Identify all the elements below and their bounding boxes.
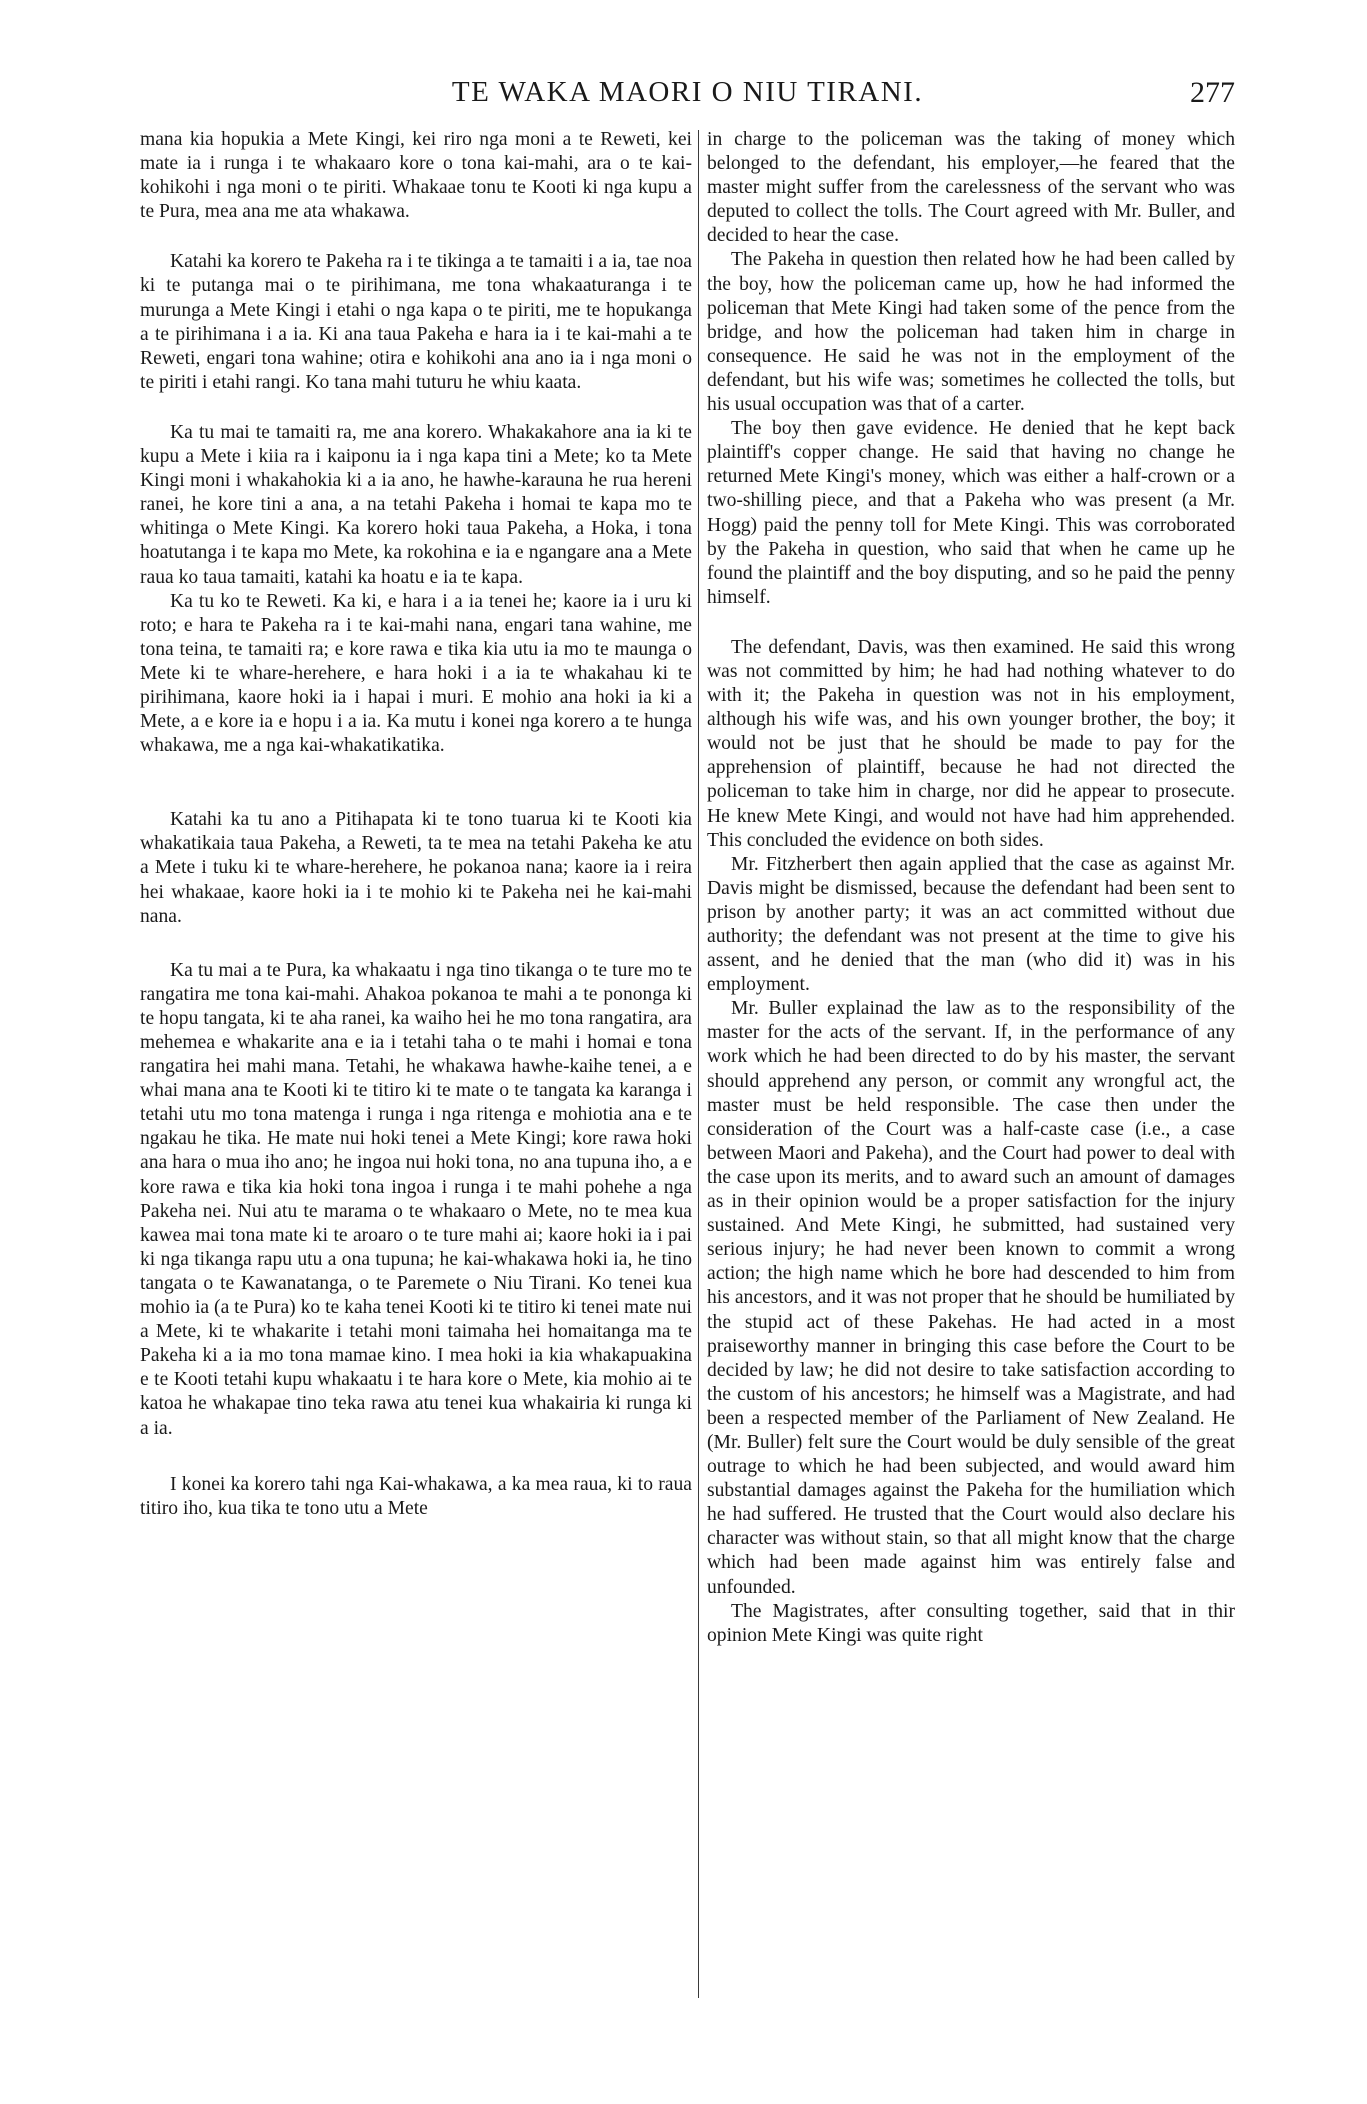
english-text-column xyxy=(707,128,1235,1648)
maori-paragraph: mana kia hopukia a Mete Kingi, kei riro nga moni a te Reweti, kei mate ia i runga i te whakaaro kore o tona kai-mahi, ara o te kai-kohikohi i nga moni o te piriti. Whakaae tonu te Kooti ki nga kupu a te Pura, mea ana me ata whakawa. xyxy=(140,129,692,223)
column-divider xyxy=(698,130,699,1998)
page-header xyxy=(140,76,1235,116)
english-paragraph: The boy then gave evidence. He denied that he kept back plaintiff's copper change. He said that having no change he returned Mete Kingi's money, which was either a half-crown or a two-shilling piece, and that a Pakeha who was present (a Mr. Hogg) paid the penny toll for Mete Kingi. This was corroborated by the Pakeha in question, who said that when he came up he found the plaintiff and the boy disputing, and so he paid the penny himself. xyxy=(707,418,1235,608)
english-paragraph: Mr. Fitzherbert then again applied that the case as against Mr. Davis might be dismissed, because the defendant had been sent to prison by another party; it was an act committed without due authority; the defendant was not present at the time to give his assent, and he denied that the man (who did it) was in his employment. xyxy=(707,853,1235,996)
english-paragraph: Mr. Buller explainad the law as to the responsibility of the master for the acts of the servant. If, in the performance of any work which he had been directed to do by his master, the servant should apprehend any person, or commit any wrongful act, the master must be held responsible. The case then under the consideration of the Court was a half-caste case (i.e., a case between Maori and Pakeha), and the Court had power to deal with the case upon its merits, and to award such an amount of damages as in their opinion would be a proper satisfaction for the injury sustained. And Mete Kingi, he submitted, had sustained very serious injury; he had never been known to commit a wrong action; the high name which he bore had descended to him from his ancestors, and it was not proper that he should be humiliated by the stupid act of these Pakehas. He had acted in a most praiseworthy manner in bringing this case before the Court to be decided by law; he did not desire to take satisfaction according to the custom of his ancestors; he himself was a Magistrate, and had been a respected member of the Parliament of New Zealand. He (Mr. Buller) felt sure the Court would be duly sensible of the great outrage to which he had been subjected, and would award him substantial damages against the Pakeha for the humiliation which he had suffered. He trusted that the Court would also declare his character was without stain, so that all might know that the charge which had been made against him was entirely false and unfounded. xyxy=(707,998,1235,1598)
maori-paragraph: Ka tu mai te tamaiti ra, me ana korero. Whakakahore ana ia ki te kupu a Mete i kiia ra i kaiponu ia i nga kapa tini a Mete; ko ta Mete Kingi moni i whakahokia ki a ia ano, he hawhe-karauna he rua hereni ranei, he kore tini a ana, a na tetahi Pakeha i homai te kapa mo te whitinga o Mete Kingi. Ka korero hoki taua Pakeha, a Hoka, i tona hoatutanga i te kapa mo Mete, ka rokohina e ia e ngangare ana a Mete raua ko taua tamaiti, katahi ka hoatu e ia te kapa. xyxy=(140,421,692,588)
english-paragraph: in charge to the policeman was the taking of money which belonged to the defendant, his employer,—he feared that the master might suffer from the carelessness of the servant who was deputed to collect the tolls. The Court agreed with Mr. Buller, and decided to hear the case. xyxy=(707,129,1235,247)
english-paragraph: The Pakeha in question then related how he had been called by the boy, how the policeman came up, how he had informed the policeman that Mete Kingi had taken some of the pence from the bridge, and how the policeman had taken him in charge in consequence. He said he was not in the employment of the defendant, but his wife was; sometimes he collected the tolls, but his usual occupation was that of a carter. xyxy=(707,249,1235,416)
maori-paragraph: Katahi ka tu ano a Pitihapata ki te tono tuarua ki te Kooti kia whakatikaia taua Pakeha, a Reweti, ta te mea na tetahi Pakeha ke atu a Mete i tuku ki te whare-herehere, he pokanoa nana; kaore ia i reira hei whakaae, kaore hoki ia i te mohio ki te Pakeha nei he kai-mahi nana. xyxy=(140,809,692,927)
english-paragraph: The defendant, Davis, was then examined. He said this wrong was not committed by him; he had had nothing whatever to do with it; the Pakeha in question was not in his employment, although his wife was, and his own younger brother, the boy; it would not be just that he should be made to pay for the apprehension of plaintiff, because he had not directed the policeman to take him in charge, nor did he appear to prosecute. He knew Mete Kingi, and would not have had him apprehended. This concluded the evidence on both sides. xyxy=(707,636,1235,851)
page-number: 277 xyxy=(1190,76,1235,109)
english-paragraph: The Magistrates, after consulting together, said that in thir opinion Mete Kingi was quite right xyxy=(707,1600,1235,1646)
maori-text-column xyxy=(140,128,692,1521)
maori-paragraph: I konei ka korero tahi nga Kai-whakawa, a ka mea raua, ki to raua titiro iho, kua tika te tono utu a Mete xyxy=(140,1473,692,1519)
maori-paragraph: Ka tu ko te Reweti. Ka ki, e hara i a ia tenei he; kaore ia i uru ki roto; e hara te Pakeha ra i te kai-mahi nana, engari tana wahine, me tona teina, te tamaiti ra; e kore rawa e tika kia utu ia mo te maunga o Mete ki te whare-herehere, e hara hoki i a ia te whakahau ki te pirihimana, kaore hoki ia i hapai i muri. E mohio ana hoki ia ki a Mete, a e kore ia e hopu i a ia. Ka mutu i konei nga korero a te hunga whakawa, me a nga kai-whakatikatika. xyxy=(140,590,692,757)
running-title: TE WAKA MAORI O NIU TIRANI. xyxy=(451,76,924,108)
maori-paragraph: Ka tu mai a te Pura, ka whakaatu i nga tino tikanga o te ture mo te rangatira me tona kai-mahi. Ahakoa pokanoa te mahi a te pononga ki te hopu tangata, ki te aha ranei, ka waiho hei he mo tona rangatira, ara mehemea e whakarite ana e ia i tetahi taha o te mahi i homai e tona rangatira hei mahi mana. Tetahi, he whakawa hawhe-kaihe tenei, a e whai mana ana te Kooti ki te titiro ki te mate o te tangata ka karanga i tetahi utu mo tona matenga i runga i nga ritenga e mohiotia ana e te ngakau he tika. He mate nui hoki tenei a Mete Kingi; kore rawa hoki ana hara o mua iho ano; he ingoa nui hoki tona, no ana tupuna iho, a e kore rawa e tika kia hoki tona ingoa i runga i te mahi pohehe a nga Pakeha nei. Nui atu te marama o te whakaaro o Mete, no te mea kua kawea mai tona mate ki te aroaro o te ture mahi ai; kaore hoki ia i pai ki nga tikanga rapu utu a ona tupuna; he kai-whakawa hoki ia, he tino tangata o te Kawanatanga, o te Paremete o Niu Tirani. Ko tenei kua mohio ia (a te Pura) ko te kaha tenei Kooti ki te titiro ki tenei mate nui a Mete, ki te whakarite i tetahi moni taimaha hei homaitanga ma te Pakeha ki a ia mo tona mamae kino. I mea hoki ia kia whakapuakina e te Kooti tetahi kupu whakaatu i te hara kore o Mete, kia mohio ai te katoa he whakapae tino teka rawa atu tenei kua whakairia ki runga ki a ia. xyxy=(140,959,692,1439)
maori-paragraph: Katahi ka korero te Pakeha ra i te tikinga a te tamaiti i a ia, tae noa ki te putanga mai o te pirihimana, me tona whakaaturanga i te murunga a Mete Kingi i etahi o nga kapa o te piriti, me te hopukanga a te pirihimana i a ia. Ki ana taua Pakeha e hara ia i te kai-mahi a te Reweti, engari tona wahine; otira e kohikohi ana ano ia i nga moni o te piriti i etahi rangi. Ko tana mahi tuturu he whiu kaata. xyxy=(140,251,692,393)
